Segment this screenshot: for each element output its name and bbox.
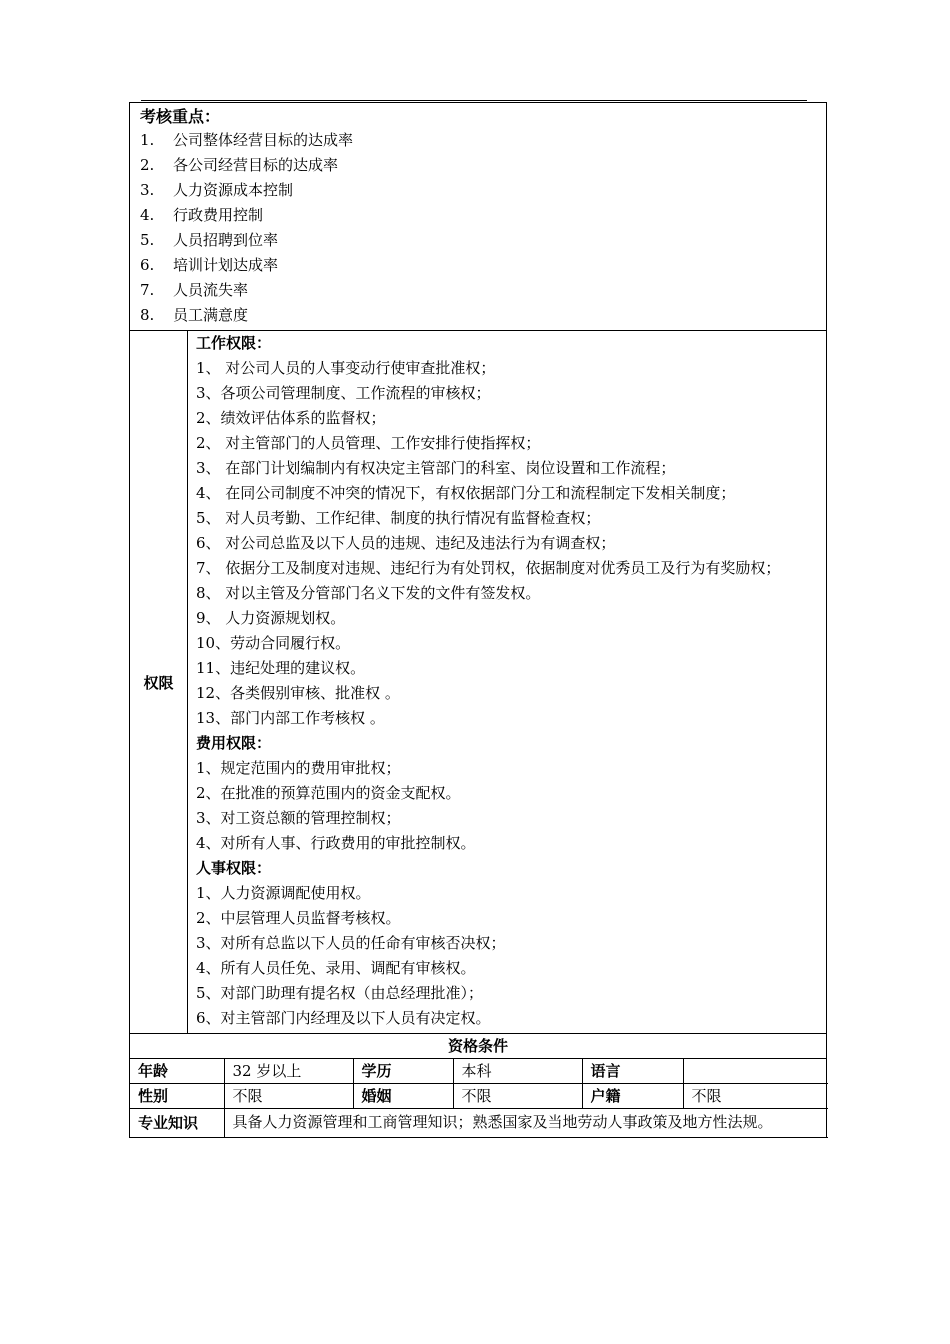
assessment-section (130, 103, 826, 331)
item-text: 行政费用控制 (173, 206, 264, 224)
list-item: 1、规定范围内的费用审批权； (196, 759, 401, 777)
age-value: 32 岁以上 (224, 1059, 353, 1084)
list-item: 3、对所有总监以下人员的任命有审核否决权； (196, 934, 506, 952)
item-number: 7. (140, 281, 155, 299)
item-number: 4. (140, 206, 155, 224)
list-item (140, 153, 826, 178)
authority-section (130, 331, 826, 1034)
list-item: 10、劳动合同履行权。 (196, 634, 351, 652)
list-item (140, 303, 826, 328)
list-item (140, 178, 826, 203)
list-item: 5、对部门助理有提名权（由总经理批准）； (196, 984, 484, 1002)
list-item: 5、 对人员考勤、工作纪律、制度的执行情况有监督检查权； (196, 509, 601, 527)
list-item: 1、 对公司人员的人事变动行使审查批准权； (196, 359, 496, 377)
list-item: 3、对工资总额的管理控制权； (196, 809, 401, 827)
list-item: 13、部门内部工作考核权 。 (196, 709, 385, 727)
qualification-table (130, 1059, 828, 1138)
household-label: 户籍 (582, 1084, 683, 1109)
list-item: 11、违纪处理的建议权。 (196, 659, 366, 677)
knowledge-value: 具备人力资源管理和工商管理知识；熟悉国家及当地劳动人事政策及地方性法规。 (224, 1109, 828, 1138)
header-rule (141, 100, 807, 101)
list-item: 4、所有人员任免、录用、调配有审核权。 (196, 959, 476, 977)
item-text: 培训计划达成率 (173, 256, 279, 274)
list-item: 2、在批准的预算范围内的资金支配权。 (196, 784, 461, 802)
list-item: 7、 依据分工及制度对违规、违纪行为有处罚权，依据制度对优秀员工及行为有奖励权； (196, 559, 781, 577)
item-text: 人力资源成本控制 (173, 181, 294, 199)
item-text: 人员流失率 (173, 281, 249, 299)
authority-label: 权限 (130, 331, 188, 1033)
item-number: 5. (140, 231, 155, 249)
list-item: 1、人力资源调配使用权。 (196, 884, 371, 902)
education-value: 本科 (453, 1059, 582, 1084)
list-item: 3、 在部门计划编制内有权决定主管部门的科室、岗位设置和工作流程； (196, 459, 676, 477)
marriage-value: 不限 (453, 1084, 582, 1109)
authority-content (188, 331, 826, 1033)
list-item: 2、 对主管部门的人员管理、工作安排行使指挥权； (196, 434, 541, 452)
list-item: 4、 在同公司制度不冲突的情况下，有权依据部门分工和流程制定下发相关制度； (196, 484, 736, 502)
item-number: 3. (140, 181, 155, 199)
language-label: 语言 (582, 1059, 683, 1084)
qualification-title: 资格条件 (130, 1034, 826, 1059)
list-item (140, 203, 826, 228)
table-row (130, 1084, 828, 1109)
item-number: 8. (140, 306, 155, 324)
list-item: 2、绩效评估体系的监督权； (196, 409, 386, 427)
language-value (683, 1059, 828, 1084)
table-row (130, 1059, 828, 1084)
list-item: 6、对主管部门内经理及以下人员有决定权。 (196, 1009, 491, 1027)
item-number: 1. (140, 131, 155, 149)
household-value: 不限 (683, 1084, 828, 1109)
marriage-label: 婚姻 (353, 1084, 453, 1109)
knowledge-label: 专业知识 (130, 1109, 224, 1138)
item-number: 6. (140, 256, 155, 274)
list-item (140, 228, 826, 253)
list-item: 6、 对公司总监及以下人员的违规、违纪及违法行为有调查权； (196, 534, 616, 552)
list-item (140, 253, 826, 278)
list-item: 3、各项公司管理制度、工作流程的审核权； (196, 384, 491, 402)
item-text: 公司整体经营目标的达成率 (173, 131, 354, 149)
item-text: 员工满意度 (173, 306, 249, 324)
item-text: 人员招聘到位率 (173, 231, 279, 249)
item-number: 2. (140, 156, 155, 174)
assessment-title: 考核重点： (140, 107, 221, 126)
item-text: 各公司经营目标的达成率 (173, 156, 339, 174)
list-item: 12、各类假别审核、批准权 。 (196, 684, 400, 702)
hr-authority-title: 人事权限： (196, 859, 272, 877)
gender-value: 不限 (224, 1084, 353, 1109)
list-item (140, 128, 826, 153)
list-item: 2、中层管理人员监督考核权。 (196, 909, 401, 927)
list-item: 8、 对以主管及分管部门名义下发的文件有签发权。 (196, 584, 541, 602)
table-row (130, 1109, 828, 1138)
cost-authority-title: 费用权限： (196, 734, 272, 752)
job-description-table (129, 102, 827, 1138)
list-item: 4、对所有人事、行政费用的审批控制权。 (196, 834, 476, 852)
gender-label: 性别 (130, 1084, 224, 1109)
education-label: 学历 (353, 1059, 453, 1084)
age-label: 年龄 (130, 1059, 224, 1084)
list-item (140, 278, 826, 303)
work-authority-title: 工作权限： (196, 334, 272, 352)
list-item: 9、 人力资源规划权。 (196, 609, 346, 627)
